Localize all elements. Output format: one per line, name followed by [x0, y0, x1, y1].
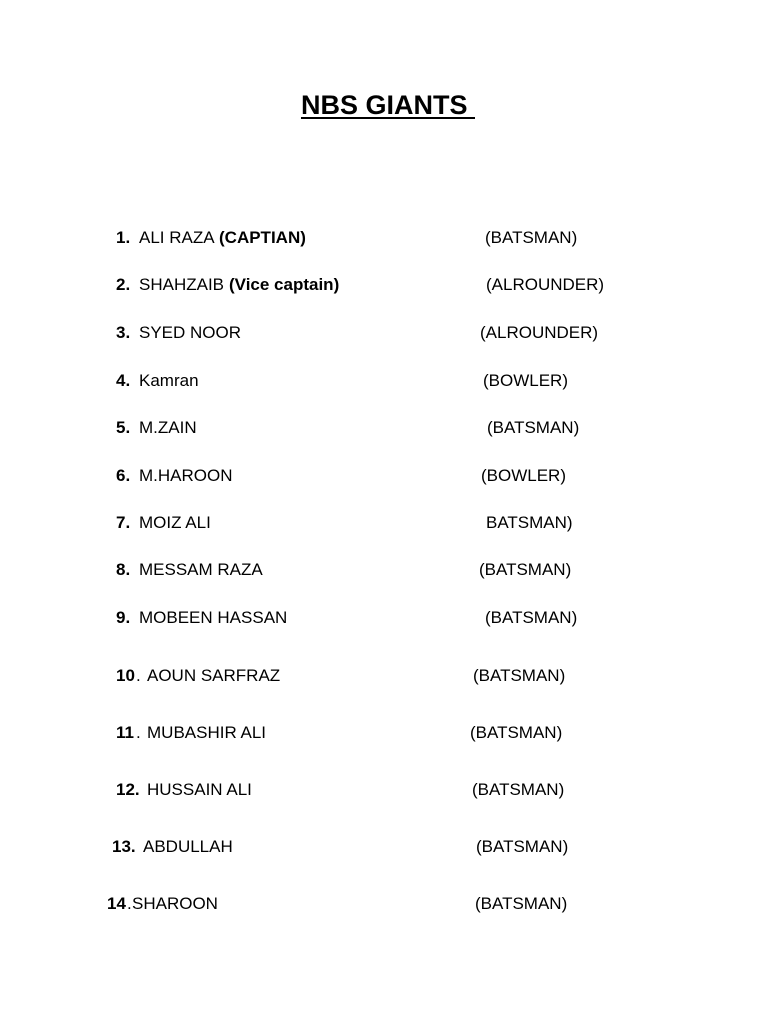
player-name: MESSAM RAZA: [139, 560, 263, 579]
player-row: [0, 226, 768, 250]
player-role: (BOWLER): [481, 466, 566, 485]
player-number: 6.: [116, 466, 131, 485]
player-number: 9.: [116, 608, 131, 627]
player-name: Kamran: [139, 371, 199, 390]
player-role: (BATSMAN): [470, 723, 563, 742]
player-name: MUBASHIR ALI: [147, 723, 267, 742]
player-role: (BATSMAN): [485, 228, 578, 247]
player-name: AOUN SARFRAZ: [147, 666, 281, 685]
player-row: [0, 369, 768, 393]
player-number: 10: [116, 666, 135, 685]
player-role: (ALROUNDER): [480, 323, 599, 342]
player-row: [0, 835, 768, 859]
player-name: SHAHZAIB: [139, 275, 225, 294]
player-row: [0, 721, 768, 745]
player-name: SYED NOOR: [139, 323, 242, 342]
player-tag: (Vice captain): [229, 275, 340, 294]
document-title: NBS GIANTS: [300, 90, 475, 120]
player-number: 4.: [116, 371, 131, 390]
player-row: [0, 464, 768, 488]
player-number: 14: [107, 894, 126, 913]
player-name: ABDULLAH: [143, 837, 233, 856]
player-number: 11: [116, 723, 134, 742]
player-number-separator: .: [136, 666, 141, 685]
player-role: BATSMAN): [486, 513, 573, 532]
player-number: 1.: [116, 228, 131, 247]
player-name: M.ZAIN: [139, 418, 197, 437]
player-role: (ALROUNDER): [486, 275, 605, 294]
player-number: 12.: [116, 780, 140, 799]
player-number: 2.: [116, 275, 131, 294]
player-number: 3.: [116, 323, 131, 342]
player-role: (BATSMAN): [476, 837, 569, 856]
player-row: [0, 606, 768, 630]
player-role: (BATSMAN): [473, 666, 566, 685]
player-name: MOBEEN HASSAN: [139, 608, 288, 627]
player-number: 13.: [112, 837, 136, 856]
player-number-separator: .: [136, 723, 141, 742]
player-role: (BATSMAN): [485, 608, 578, 627]
player-name: HUSSAIN ALI: [147, 780, 252, 799]
player-number-separator: .: [127, 894, 132, 913]
player-row: [0, 664, 768, 688]
player-row: [0, 511, 768, 535]
player-row: [0, 892, 768, 916]
player-role: (BATSMAN): [479, 560, 572, 579]
player-name: MOIZ ALI: [139, 513, 211, 532]
player-row: [0, 273, 768, 297]
player-number: 8.: [116, 560, 131, 579]
player-number: 5.: [116, 418, 131, 437]
player-name: ALI RAZA: [139, 228, 215, 247]
player-row: [0, 321, 768, 345]
player-name: SHAROON: [132, 894, 218, 913]
player-role: (BATSMAN): [472, 780, 565, 799]
player-tag: (CAPTIAN): [219, 228, 306, 247]
player-row: [0, 778, 768, 802]
player-row: [0, 558, 768, 582]
player-row: [0, 416, 768, 440]
player-number: 7.: [116, 513, 131, 532]
player-name: M.HAROON: [139, 466, 233, 485]
player-role: (BATSMAN): [487, 418, 580, 437]
player-role: (BOWLER): [483, 371, 568, 390]
player-role: (BATSMAN): [475, 894, 568, 913]
